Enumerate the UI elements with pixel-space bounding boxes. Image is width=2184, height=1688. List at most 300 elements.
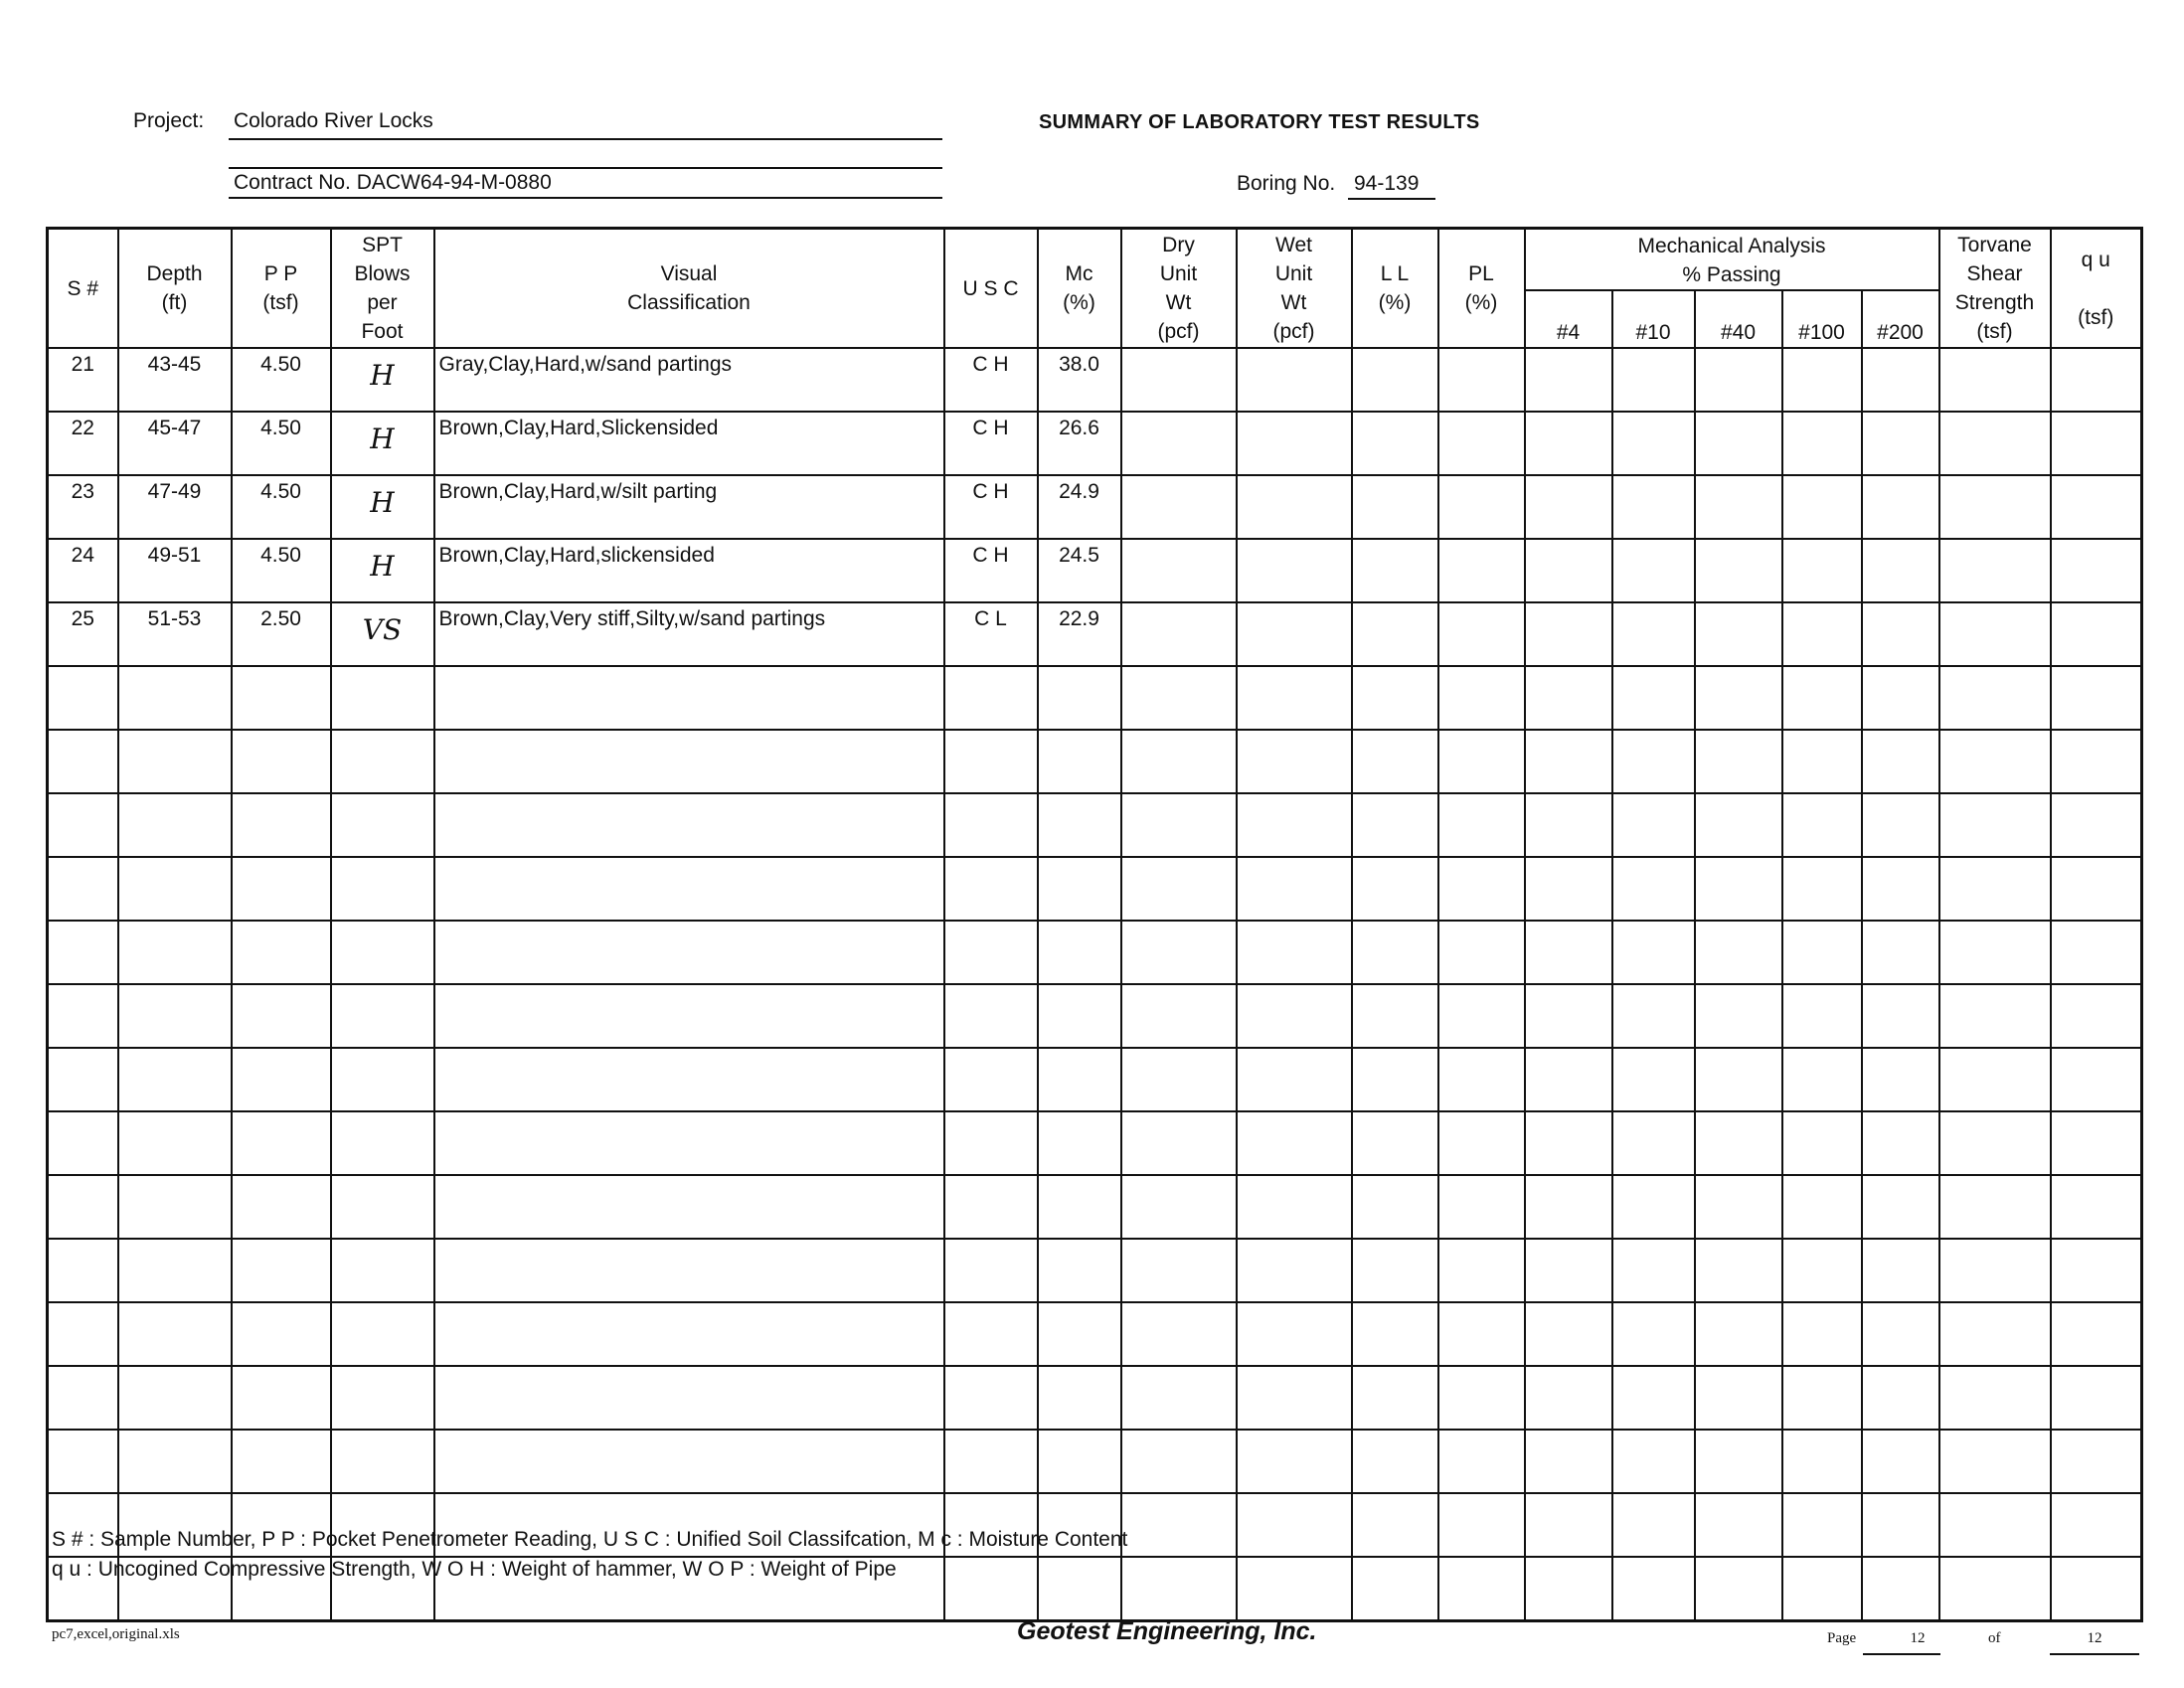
empty-cell bbox=[1862, 1430, 1939, 1493]
empty-cell bbox=[1121, 412, 1237, 475]
empty-cell bbox=[2051, 412, 2142, 475]
empty-cell bbox=[1438, 921, 1525, 984]
col-header-wet-unit-wt: Wet Unit Wt (pcf) bbox=[1237, 229, 1352, 349]
empty-cell bbox=[1612, 539, 1695, 602]
table-row bbox=[48, 857, 2142, 921]
empty-cell bbox=[1525, 1175, 1612, 1239]
empty-cell bbox=[1695, 921, 1782, 984]
empty-cell bbox=[1939, 602, 2051, 666]
empty-cell bbox=[1782, 793, 1862, 857]
empty-cell bbox=[434, 1302, 944, 1366]
empty-cell bbox=[1438, 602, 1525, 666]
col-header-visual: Visual Classification bbox=[434, 229, 944, 349]
empty-cell bbox=[1612, 1239, 1695, 1302]
empty-cell bbox=[1438, 793, 1525, 857]
empty-cell bbox=[1121, 1302, 1237, 1366]
empty-cell bbox=[1782, 921, 1862, 984]
empty-cell bbox=[1525, 857, 1612, 921]
empty-cell bbox=[331, 1366, 434, 1430]
empty-cell bbox=[2051, 475, 2142, 539]
empty-cell bbox=[1939, 1239, 2051, 1302]
lab-results-table bbox=[46, 227, 2143, 1622]
empty-cell bbox=[434, 730, 944, 793]
empty-cell bbox=[944, 1302, 1038, 1366]
empty-cell bbox=[1237, 602, 1352, 666]
empty-cell bbox=[1862, 348, 1939, 412]
empty-cell bbox=[1121, 1048, 1237, 1111]
empty-cell bbox=[1939, 1430, 2051, 1493]
empty-cell bbox=[2051, 1048, 2142, 1111]
empty-cell bbox=[944, 921, 1038, 984]
empty-cell bbox=[1612, 412, 1695, 475]
empty-cell bbox=[1352, 666, 1438, 730]
contract-overline bbox=[229, 167, 942, 169]
page-total: 12 bbox=[2087, 1630, 2102, 1646]
empty-cell bbox=[1862, 730, 1939, 793]
col-header-qu: q u (tsf) bbox=[2051, 229, 2142, 349]
cell-pp: 2.50 bbox=[232, 602, 331, 666]
empty-cell bbox=[1237, 1366, 1352, 1430]
cell-spt bbox=[331, 602, 434, 666]
empty-cell bbox=[1038, 1430, 1121, 1493]
empty-cell bbox=[1695, 666, 1782, 730]
empty-cell bbox=[1038, 730, 1121, 793]
empty-cell bbox=[1612, 348, 1695, 412]
table-row bbox=[48, 1366, 2142, 1430]
empty-cell bbox=[1237, 730, 1352, 793]
empty-cell bbox=[1237, 1111, 1352, 1175]
empty-cell bbox=[2051, 1111, 2142, 1175]
col-header-ll: L L (%) bbox=[1352, 229, 1438, 349]
empty-cell bbox=[48, 857, 118, 921]
cell-mc: 22.9 bbox=[1038, 602, 1121, 666]
table-row bbox=[48, 1111, 2142, 1175]
empty-cell bbox=[1862, 921, 1939, 984]
empty-cell bbox=[1782, 1048, 1862, 1111]
empty-cell bbox=[1612, 602, 1695, 666]
empty-cell bbox=[1352, 793, 1438, 857]
empty-cell bbox=[1939, 1366, 2051, 1430]
empty-cell bbox=[1121, 1239, 1237, 1302]
empty-cell bbox=[1612, 1430, 1695, 1493]
empty-cell bbox=[1237, 1302, 1352, 1366]
empty-cell bbox=[1695, 1557, 1782, 1621]
empty-cell bbox=[1038, 793, 1121, 857]
contract-number: Contract No. DACW64-94-M-0880 bbox=[234, 171, 552, 194]
cell-depth: 47-49 bbox=[118, 475, 232, 539]
empty-cell bbox=[1038, 1175, 1121, 1239]
empty-cell bbox=[1612, 984, 1695, 1048]
boring-label: Boring No. bbox=[1237, 172, 1336, 195]
empty-cell bbox=[1862, 1302, 1939, 1366]
cell-depth: 43-45 bbox=[118, 348, 232, 412]
empty-cell bbox=[118, 1430, 232, 1493]
empty-cell bbox=[1352, 1493, 1438, 1557]
empty-cell bbox=[1862, 475, 1939, 539]
empty-cell bbox=[1352, 921, 1438, 984]
col-header-sieve-40: #40 bbox=[1695, 290, 1782, 348]
empty-cell bbox=[1237, 412, 1352, 475]
empty-cell bbox=[1438, 730, 1525, 793]
table-row bbox=[48, 602, 2142, 666]
cell-mc: 38.0 bbox=[1038, 348, 1121, 412]
empty-cell bbox=[944, 1175, 1038, 1239]
empty-cell bbox=[2051, 1302, 2142, 1366]
empty-cell bbox=[1782, 857, 1862, 921]
empty-cell bbox=[1525, 412, 1612, 475]
cell-mc: 24.5 bbox=[1038, 539, 1121, 602]
empty-cell bbox=[1121, 984, 1237, 1048]
empty-cell bbox=[331, 857, 434, 921]
empty-cell bbox=[1038, 921, 1121, 984]
empty-cell bbox=[118, 1366, 232, 1430]
empty-cell bbox=[1237, 1048, 1352, 1111]
empty-cell bbox=[1038, 1366, 1121, 1430]
cell-spt bbox=[331, 475, 434, 539]
empty-cell bbox=[1939, 539, 2051, 602]
empty-cell bbox=[48, 1048, 118, 1111]
empty-cell bbox=[1782, 1175, 1862, 1239]
empty-cell bbox=[232, 666, 331, 730]
empty-cell bbox=[331, 1239, 434, 1302]
empty-cell bbox=[1525, 1366, 1612, 1430]
empty-cell bbox=[434, 1111, 944, 1175]
empty-cell bbox=[944, 1557, 1038, 1621]
empty-cell bbox=[1121, 857, 1237, 921]
cell-visual: Brown,Clay,Hard,slickensided bbox=[434, 539, 944, 602]
empty-cell bbox=[944, 1048, 1038, 1111]
empty-cell bbox=[48, 1239, 118, 1302]
empty-cell bbox=[1939, 921, 2051, 984]
empty-cell bbox=[1121, 793, 1237, 857]
empty-cell bbox=[1352, 412, 1438, 475]
empty-cell bbox=[1438, 1493, 1525, 1557]
empty-cell bbox=[48, 1175, 118, 1239]
empty-cell bbox=[944, 1430, 1038, 1493]
col-header-sieve-200: #200 bbox=[1862, 290, 1939, 348]
empty-cell bbox=[118, 730, 232, 793]
empty-cell bbox=[1695, 730, 1782, 793]
empty-cell bbox=[1038, 666, 1121, 730]
table-row bbox=[48, 475, 2142, 539]
empty-cell bbox=[1352, 984, 1438, 1048]
cell-depth: 51-53 bbox=[118, 602, 232, 666]
empty-cell bbox=[2051, 1239, 2142, 1302]
cell-depth: 49-51 bbox=[118, 539, 232, 602]
empty-cell bbox=[1237, 475, 1352, 539]
table-row bbox=[48, 1302, 2142, 1366]
cell-s: 22 bbox=[48, 412, 118, 475]
empty-cell bbox=[1782, 1493, 1862, 1557]
empty-cell bbox=[1525, 1430, 1612, 1493]
empty-cell bbox=[1695, 1239, 1782, 1302]
cell-mc: 24.9 bbox=[1038, 475, 1121, 539]
empty-cell bbox=[118, 921, 232, 984]
empty-cell bbox=[331, 793, 434, 857]
cell-visual: Brown,Clay,Very stiff,Silty,w/sand partings bbox=[434, 602, 944, 666]
cell-pp: 4.50 bbox=[232, 348, 331, 412]
empty-cell bbox=[1352, 348, 1438, 412]
empty-cell bbox=[1782, 1430, 1862, 1493]
empty-cell bbox=[331, 921, 434, 984]
empty-cell bbox=[331, 1175, 434, 1239]
empty-cell bbox=[48, 1366, 118, 1430]
empty-cell bbox=[1237, 1175, 1352, 1239]
empty-cell bbox=[1695, 1111, 1782, 1175]
empty-cell bbox=[1352, 602, 1438, 666]
empty-cell bbox=[1121, 1430, 1237, 1493]
cell-spt bbox=[331, 348, 434, 412]
empty-cell bbox=[1695, 1302, 1782, 1366]
empty-cell bbox=[1939, 666, 2051, 730]
legend-line-1: S # : Sample Number, P P : Pocket Penetrometer Reading, U S C : Unified Soil Classifcation, M c : Moisture Content bbox=[52, 1528, 1128, 1551]
empty-cell bbox=[1352, 475, 1438, 539]
cell-pp: 4.50 bbox=[232, 412, 331, 475]
empty-cell bbox=[1939, 793, 2051, 857]
empty-cell bbox=[944, 1111, 1038, 1175]
empty-cell bbox=[2051, 857, 2142, 921]
empty-cell bbox=[1939, 1175, 2051, 1239]
empty-cell bbox=[232, 793, 331, 857]
empty-cell bbox=[1121, 666, 1237, 730]
empty-cell bbox=[2051, 1175, 2142, 1239]
empty-cell bbox=[232, 1430, 331, 1493]
empty-cell bbox=[1612, 1366, 1695, 1430]
empty-cell bbox=[232, 730, 331, 793]
empty-cell bbox=[1237, 539, 1352, 602]
empty-cell bbox=[1038, 857, 1121, 921]
table-row bbox=[48, 921, 2142, 984]
empty-cell bbox=[1121, 921, 1237, 984]
empty-cell bbox=[331, 1302, 434, 1366]
project-underline bbox=[229, 138, 942, 140]
empty-cell bbox=[1237, 1430, 1352, 1493]
empty-cell bbox=[2051, 666, 2142, 730]
empty-cell bbox=[1525, 730, 1612, 793]
empty-cell bbox=[2051, 793, 2142, 857]
col-header-dry-unit-wt: Dry Unit Wt (pcf) bbox=[1121, 229, 1237, 349]
empty-cell bbox=[1438, 412, 1525, 475]
handwritten-spt-note: VS bbox=[362, 613, 403, 646]
boring-number: 94-139 bbox=[1354, 172, 1420, 195]
empty-cell bbox=[232, 1366, 331, 1430]
empty-cell bbox=[1438, 857, 1525, 921]
empty-cell bbox=[1525, 1239, 1612, 1302]
empty-cell bbox=[1352, 539, 1438, 602]
empty-cell bbox=[331, 666, 434, 730]
empty-cell bbox=[944, 984, 1038, 1048]
empty-cell bbox=[2051, 1557, 2142, 1621]
handwritten-spt-note: H bbox=[370, 486, 395, 519]
empty-cell bbox=[1525, 1048, 1612, 1111]
empty-cell bbox=[1438, 984, 1525, 1048]
empty-cell bbox=[434, 1048, 944, 1111]
empty-cell bbox=[331, 1111, 434, 1175]
empty-cell bbox=[1695, 539, 1782, 602]
cell-visual: Gray,Clay,Hard,w/sand partings bbox=[434, 348, 944, 412]
empty-cell bbox=[1525, 1111, 1612, 1175]
empty-cell bbox=[944, 1239, 1038, 1302]
empty-cell bbox=[1695, 857, 1782, 921]
empty-cell bbox=[1862, 793, 1939, 857]
empty-cell bbox=[1121, 730, 1237, 793]
project-name: Colorado River Locks bbox=[234, 109, 433, 132]
empty-cell bbox=[944, 857, 1038, 921]
empty-cell bbox=[1695, 348, 1782, 412]
empty-cell bbox=[1121, 539, 1237, 602]
empty-cell bbox=[1939, 1048, 2051, 1111]
table-row bbox=[48, 348, 2142, 412]
empty-cell bbox=[118, 1111, 232, 1175]
empty-cell bbox=[434, 1239, 944, 1302]
empty-cell bbox=[1612, 1302, 1695, 1366]
handwritten-spt-note: H bbox=[370, 422, 395, 455]
empty-cell bbox=[1121, 1493, 1237, 1557]
empty-cell bbox=[2051, 602, 2142, 666]
empty-cell bbox=[1121, 475, 1237, 539]
empty-cell bbox=[1525, 1557, 1612, 1621]
empty-cell bbox=[1352, 1366, 1438, 1430]
empty-cell bbox=[48, 730, 118, 793]
empty-cell bbox=[1352, 1557, 1438, 1621]
empty-cell bbox=[2051, 539, 2142, 602]
table-row bbox=[48, 984, 2142, 1048]
empty-cell bbox=[1782, 1302, 1862, 1366]
empty-cell bbox=[1038, 1111, 1121, 1175]
table-row bbox=[48, 1239, 2142, 1302]
col-header-sieve-10: #10 bbox=[1612, 290, 1695, 348]
handwritten-spt-note: H bbox=[370, 359, 395, 392]
empty-cell bbox=[1612, 857, 1695, 921]
empty-cell bbox=[1438, 1239, 1525, 1302]
empty-cell bbox=[434, 793, 944, 857]
empty-cell bbox=[1612, 1493, 1695, 1557]
empty-cell bbox=[1939, 475, 2051, 539]
empty-cell bbox=[1862, 1493, 1939, 1557]
empty-cell bbox=[434, 984, 944, 1048]
table-row bbox=[48, 1048, 2142, 1111]
empty-cell bbox=[1612, 666, 1695, 730]
empty-cell bbox=[1862, 539, 1939, 602]
empty-cell bbox=[1862, 984, 1939, 1048]
empty-cell bbox=[1438, 348, 1525, 412]
page-total-underline bbox=[2050, 1653, 2139, 1655]
cell-s: 25 bbox=[48, 602, 118, 666]
empty-cell bbox=[1695, 1366, 1782, 1430]
empty-cell bbox=[1121, 602, 1237, 666]
cell-usc: C H bbox=[944, 412, 1038, 475]
empty-cell bbox=[118, 1302, 232, 1366]
cell-pp: 4.50 bbox=[232, 475, 331, 539]
empty-cell bbox=[434, 666, 944, 730]
empty-cell bbox=[1525, 1302, 1612, 1366]
empty-cell bbox=[1695, 412, 1782, 475]
empty-cell bbox=[1438, 1111, 1525, 1175]
cell-pp: 4.50 bbox=[232, 539, 331, 602]
table-row bbox=[48, 412, 2142, 475]
empty-cell bbox=[2051, 921, 2142, 984]
empty-cell bbox=[2051, 730, 2142, 793]
empty-cell bbox=[1939, 412, 2051, 475]
empty-cell bbox=[1782, 1366, 1862, 1430]
cell-visual: Brown,Clay,Hard,Slickensided bbox=[434, 412, 944, 475]
empty-cell bbox=[2051, 1430, 2142, 1493]
empty-cell bbox=[1612, 921, 1695, 984]
empty-cell bbox=[1862, 1366, 1939, 1430]
company-name: Geotest Engineering, Inc. bbox=[1017, 1617, 1317, 1645]
cell-usc: C H bbox=[944, 348, 1038, 412]
empty-cell bbox=[232, 1175, 331, 1239]
empty-cell bbox=[1695, 1493, 1782, 1557]
empty-cell bbox=[48, 793, 118, 857]
empty-cell bbox=[118, 666, 232, 730]
empty-cell bbox=[1612, 1175, 1695, 1239]
empty-cell bbox=[331, 1430, 434, 1493]
empty-cell bbox=[1438, 539, 1525, 602]
empty-cell bbox=[1352, 857, 1438, 921]
empty-cell bbox=[1438, 1048, 1525, 1111]
empty-cell bbox=[1695, 475, 1782, 539]
empty-cell bbox=[1782, 730, 1862, 793]
empty-cell bbox=[1121, 348, 1237, 412]
col-header-usc: U S C bbox=[944, 229, 1038, 349]
empty-cell bbox=[1438, 1175, 1525, 1239]
cell-mc: 26.6 bbox=[1038, 412, 1121, 475]
empty-cell bbox=[1862, 1239, 1939, 1302]
empty-cell bbox=[1782, 984, 1862, 1048]
empty-cell bbox=[434, 1175, 944, 1239]
page-label: Page bbox=[1827, 1630, 1857, 1646]
empty-cell bbox=[1939, 1302, 2051, 1366]
empty-cell bbox=[1525, 475, 1612, 539]
empty-cell bbox=[1237, 1557, 1352, 1621]
col-header-sample: S # bbox=[48, 229, 118, 349]
boring-underline bbox=[1348, 198, 1435, 200]
empty-cell bbox=[1525, 602, 1612, 666]
empty-cell bbox=[1237, 984, 1352, 1048]
empty-cell bbox=[1862, 666, 1939, 730]
empty-cell bbox=[1612, 1048, 1695, 1111]
empty-cell bbox=[1525, 984, 1612, 1048]
cell-depth: 45-47 bbox=[118, 412, 232, 475]
cell-visual: Brown,Clay,Hard,w/silt parting bbox=[434, 475, 944, 539]
empty-cell bbox=[1862, 1048, 1939, 1111]
empty-cell bbox=[1352, 1302, 1438, 1366]
empty-cell bbox=[1237, 666, 1352, 730]
empty-cell bbox=[1038, 1239, 1121, 1302]
empty-cell bbox=[2051, 984, 2142, 1048]
empty-cell bbox=[1695, 1048, 1782, 1111]
table-row bbox=[48, 666, 2142, 730]
empty-cell bbox=[1525, 666, 1612, 730]
cell-usc: C H bbox=[944, 539, 1038, 602]
empty-cell bbox=[1438, 666, 1525, 730]
empty-cell bbox=[1939, 857, 2051, 921]
empty-cell bbox=[1862, 1111, 1939, 1175]
empty-cell bbox=[1438, 1302, 1525, 1366]
empty-cell bbox=[48, 1430, 118, 1493]
empty-cell bbox=[1612, 475, 1695, 539]
empty-cell bbox=[1438, 1557, 1525, 1621]
empty-cell bbox=[1782, 412, 1862, 475]
empty-cell bbox=[1612, 793, 1695, 857]
table-row bbox=[48, 730, 2142, 793]
legend-line-2: q u : Uncogined Compressive Strength, W O H : Weight of hammer, W O P : Weight of Pipe bbox=[52, 1558, 897, 1581]
cell-s: 21 bbox=[48, 348, 118, 412]
empty-cell bbox=[1525, 1493, 1612, 1557]
handwritten-spt-note: H bbox=[370, 550, 395, 583]
empty-cell bbox=[434, 1366, 944, 1430]
